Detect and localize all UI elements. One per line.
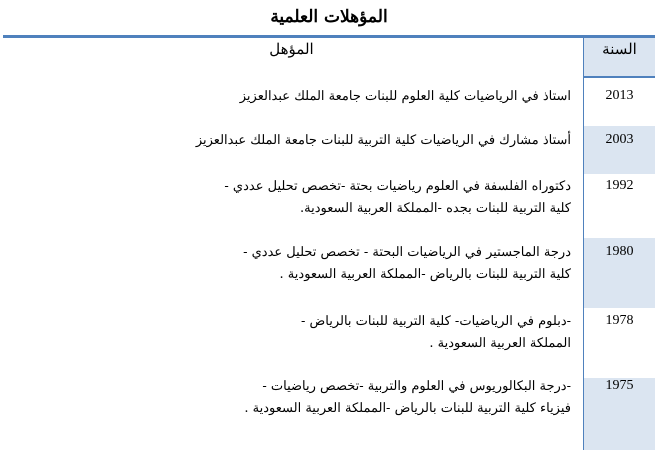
- row-year: 1975: [605, 378, 634, 393]
- row-year: 1978: [605, 313, 634, 328]
- table-top-border: [3, 35, 655, 38]
- row-qualification-line: كلية التربية للبنات بجده -المملكة العربية السعودية.: [300, 201, 571, 216]
- row-qualification-line: دكتوراه الفلسفة في العلوم رياضيات بحتة -تخصص تحليل عددي -: [224, 179, 571, 194]
- row-qualification-line: كلية التربية للبنات بالرياض -المملكة العربية السعودية .: [279, 267, 571, 282]
- row-qualification-line: استاذ في الرياضيات كلية العلوم للبنات جامعة الملك عبدالعزيز: [239, 89, 571, 104]
- row-year: 2013: [605, 88, 634, 103]
- row-qualification-line: المملكة العربية السعودية .: [429, 336, 571, 351]
- row-qualification-line: أستاذ مشارك في الرياضيات كلية التربية للبنات جامعة الملك عبدالعزيز: [195, 133, 571, 148]
- row-qualification-line: -درجة البكالوريوس في العلوم والتربية -تخصص رياضيات -: [262, 379, 571, 394]
- row-qualification-line: فيزياء كلية التربية للبنات بالرياض -المملكة العربية السعودية .: [244, 401, 571, 416]
- row-year: 2003: [605, 132, 634, 147]
- row-qualification-line: درجة الماجستير في الرياضيات البحتة - تخصص تحليل عددي -: [243, 245, 571, 260]
- row-qualification-line: -دبلوم في الرياضيات- كلية التربية للبنات بالرياض -: [301, 314, 571, 329]
- row-year: 1980: [605, 244, 634, 259]
- row-year: 1992: [605, 178, 634, 193]
- page-title: المؤهلات العلمية: [270, 7, 388, 27]
- year-header: السنة: [602, 42, 637, 58]
- qualification-header: المؤهل: [269, 40, 314, 58]
- header-underline: [584, 76, 655, 78]
